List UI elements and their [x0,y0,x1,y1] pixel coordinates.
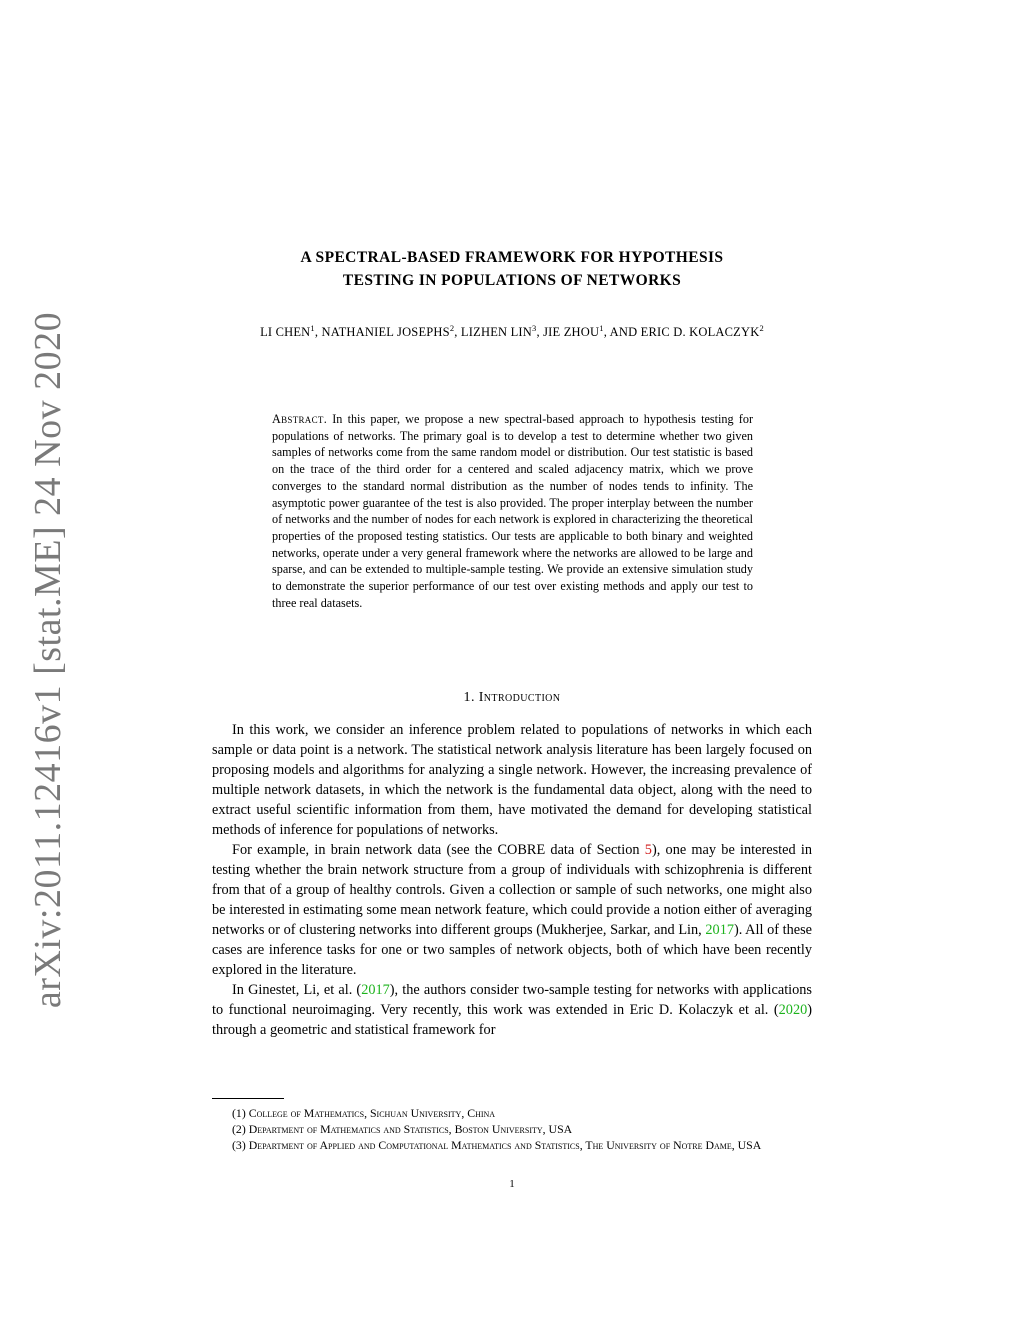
author-affiliation-mark: 3 [532,323,537,333]
citation-link[interactable]: 2020 [778,1002,808,1018]
paragraph-text: ). All of these cases are inference tasks for one or two samples of network objects, both of which have been recently explored in the literature. [212,922,812,978]
paragraph-2 [212,840,812,980]
author-affiliation-mark: 2 [759,323,764,333]
paragraph-text: In this work, we consider an inference problem related to populations of networks in which each sample or data point is a network. The statistical network analysis literature has been largely focused on proposing models and algorithms for analyzing a single network. However, the increasing prevalence of multiple network datasets, in which the network is the fundamental data object, along with the need to extract useful scientific information from them, have motivated the demand for developing statistical methods of inference for populations of networks. [212,722,812,838]
page-number: 1 [509,1178,515,1190]
footnote-affiliation-3: (3) Department of Applied and Computational Mathematics and Statistics, The University of Notre Dame, USA [232,1138,762,1152]
citation-link[interactable]: 2017 [361,982,390,998]
paper-title-line-1: A SPECTRAL-BASED FRAMEWORK FOR HYPOTHESIS [300,249,724,266]
footnote-divider [212,1098,284,1099]
introduction-body [212,720,812,1040]
abstract-label: Abstract. [272,412,328,426]
paragraph-text: ), one may be interested in testing whether the brain network structure from a group of individuals with schizophrenia is different from that of a group of healthy controls. Given a collection or sample of such networks, one might also be interested in estimating some mean network feature, which could provide a notion either of averaging networks or of clustering networks into different groups (Mukherjee, Sarkar, and Lin, [212,842,812,938]
paper-title-line-2: TESTING IN POPULATIONS OF NETWORKS [342,272,682,289]
paragraph-1 [212,720,812,840]
author-name: , NATHANIEL JOSEPHS [314,325,450,340]
footnotes [212,1105,812,1153]
paragraph-text: For example, in brain network data (see the COBRE data of Section [232,842,645,858]
author-name: , LIZHEN LIN [454,325,533,340]
author-affiliation-mark: 2 [449,323,455,333]
paragraph-text: In Ginestet, Li, et al. ( [232,982,362,998]
paragraph-text: ), the authors consider two-sample testing for networks with applications to functional neuroimaging. Very recently, this work was extended in Eric D. Kolaczyk et al. ( [212,982,812,1018]
abstract-block [272,411,753,611]
author-list [212,323,812,340]
citation-link[interactable]: 2017 [705,922,734,938]
section-heading-introduction: 1. Introduction [463,690,561,705]
arxiv-identifier: arXiv:2011.12416v1 [stat.ME] 24 Nov 2020 [27,311,70,1009]
author-name: , AND ERIC D. KOLACZYK [603,325,760,340]
arxiv-identifier-stamp [18,311,78,1009]
paragraph-text: ) through a geometric and statistical framework for [212,1002,812,1038]
author-name: LI CHEN [260,325,311,340]
author-affiliation-mark: 1 [310,323,315,333]
abstract-text: In this paper, we propose a new spectral-based approach to hypothesis testing for populations of networks. The primary goal is to develop a test to determine whether two given samples of networks come from the same random model or distribution. Our test statistic is based on the trace of the third order for a centered and scaled adjacency matrix, which we prove converges to the standard normal distribution as the number of nodes tends to infinity. The asymptotic power guarantee of the test is also provided. The proper interplay between the number of networks and the number of nodes for each network is explored in characterizing the theoretical properties of the proposed testing statistics. Our tests are applicable to both binary and weighted networks, operate under a very general framework where the networks are allowed to be large and sparse, and can be extended to multiple-sample testing. We provide an extensive simulation study to demonstrate the superior performance of our test over existing methods and apply our test to three real datasets. [272,412,753,610]
author-affiliation-mark: 1 [599,323,604,333]
paragraph-3 [212,980,812,1040]
paper-title [212,246,812,292]
section-reference-link[interactable]: 5 [644,842,652,858]
author-name: , JIE ZHOU [536,325,600,340]
footnote-affiliation-2: (2) Department of Mathematics and Statistics, Boston University, USA [232,1122,573,1136]
footnote-affiliation-1: (1) College of Mathematics, Sichuan University, China [232,1106,496,1120]
